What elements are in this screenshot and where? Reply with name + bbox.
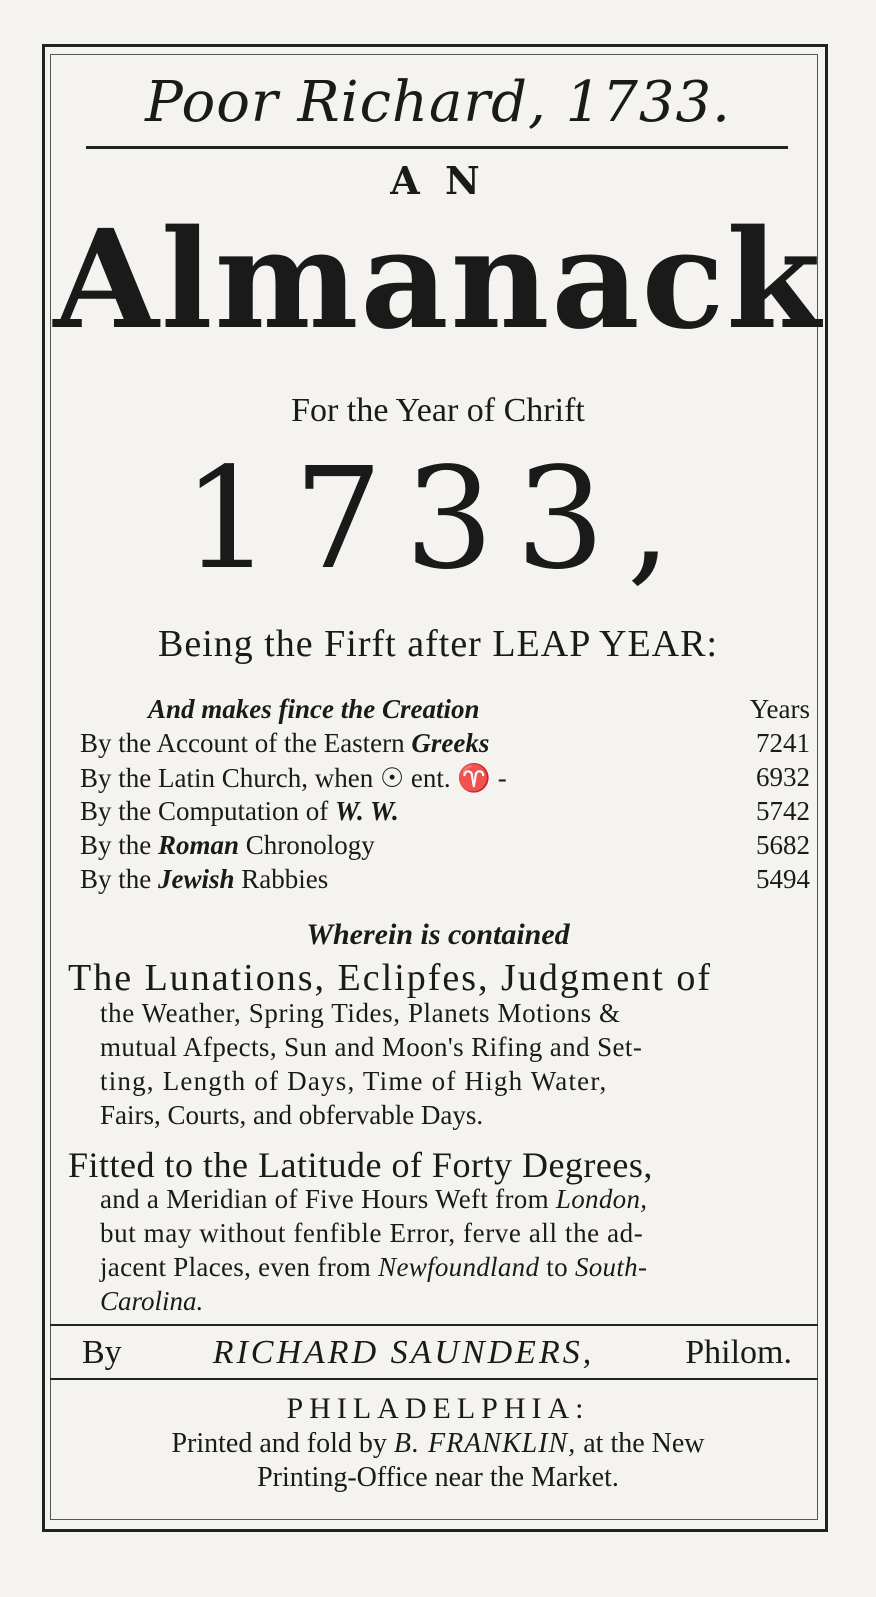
latitude-line: but may without fenfible Error, ferve all the ad- [100, 1218, 644, 1248]
author-title: Philom. [685, 1334, 792, 1371]
latitude-line: and a Meridian of Five Hours Weft from London, [100, 1184, 648, 1214]
title-an: A N [390, 158, 486, 203]
author-rule-top [50, 1324, 818, 1326]
row-value: 7241 [756, 728, 810, 758]
author-name: RICHARD SAUNDERS, [212, 1334, 595, 1371]
contents-heading: Wherein is contained [306, 918, 570, 951]
row-value: 5742 [756, 796, 810, 826]
row-label: By the Roman Chronology [80, 830, 375, 860]
imprint-line2: Printing-Office near the Market. [257, 1462, 619, 1493]
creation-heading: And makes fince the Creation [148, 694, 480, 724]
title-being: Being the Firft after LEAP YEAR: [157, 623, 719, 665]
latitude-line: Carolina. [100, 1286, 204, 1316]
contents-lead: The Lunations, Eclipfes, Judgment of [68, 957, 712, 999]
contents-line: Fairs, Courts, and obfervable Days. [100, 1100, 484, 1130]
author-line [82, 1334, 792, 1372]
years-label: Years [749, 694, 810, 724]
header-rule [86, 146, 788, 149]
author-by: By [82, 1334, 122, 1371]
table-row [80, 728, 810, 759]
row-value: 5682 [756, 830, 810, 860]
row-value: 6932 [756, 762, 810, 792]
row-label: By the Latin Church, when ☉ ent. ♈ - [80, 763, 507, 793]
row-label: By the Account of the Eastern Greeks [80, 728, 490, 758]
table-row [80, 830, 810, 861]
author-rule-bottom [50, 1378, 818, 1380]
creation-heading-row [80, 694, 810, 725]
imprint-city: PHILADELPHIA: [286, 1392, 590, 1425]
latitude-line: jacent Places, even from Newfoundland to South- [100, 1252, 648, 1282]
row-value: 5494 [756, 864, 810, 894]
contents-line: mutual Afpects, Sun and Moon's Rifing and Set- [100, 1032, 643, 1062]
title-year: 1733, [182, 438, 694, 601]
imprint-line1: Printed and fold by B. FRANKLIN, at the New [171, 1428, 705, 1459]
row-label: By the Computation of W. W. [80, 796, 399, 826]
contents-line: the Weather, Spring Tides, Planets Motions & [100, 998, 621, 1028]
contents-line: ting, Length of Days, Time of High Water, [100, 1066, 608, 1096]
title-for-the-year: For the Year of Chrift [291, 392, 585, 429]
row-label: By the Jewish Rabbies [80, 864, 329, 894]
table-row [80, 796, 810, 827]
latitude-lead: Fitted to the Latitude of Forty Degrees, [68, 1145, 653, 1185]
header-title: Poor Richard, 1733. [145, 70, 731, 135]
table-row [80, 864, 810, 895]
title-almanack: Almanack [53, 200, 823, 360]
table-row [80, 762, 810, 794]
